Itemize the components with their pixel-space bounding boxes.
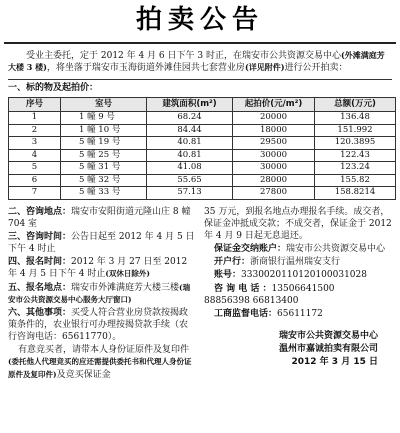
cell-room: 5 幢 32 号 [61, 174, 147, 186]
supervision-phone-label: 工商监督电话： [214, 308, 278, 319]
left-column [8, 206, 196, 382]
cell-total: 155.82 [315, 174, 396, 186]
registration-place [8, 282, 196, 306]
lots-table [8, 97, 396, 199]
bidder-requirements-end: 及竞买保证金 [56, 369, 111, 380]
table-row [9, 162, 396, 174]
registration-place-note: (瑞安市公共资源交易中心服务大厅窗口) [8, 282, 191, 304]
consult-phone [204, 283, 392, 307]
cell-area: 68.24 [147, 112, 233, 124]
account-number-value: 3330020110120100031028 [241, 270, 367, 281]
cell-area: 57.13 [147, 187, 233, 199]
registration-place-label: 五、报名地点： [8, 282, 72, 293]
consult-location-text: 瑞安市安阳街道元隆山庄 8 幢 704 室 [8, 206, 191, 229]
cell-area: 84.44 [147, 124, 233, 136]
other-matters-text: 买受人符合营业房贷款按揭政策条件的，农业银行可办理按揭贷款手续（农行咨询电话：65611770）。 [8, 307, 189, 343]
cell-area: 40.81 [147, 149, 233, 161]
registration-time-label: 四、报名时间： [8, 257, 72, 268]
consult-time-text: 公告日起至 2012 年 4 月 5 日下午 4 时止 [8, 231, 195, 255]
page-title: 拍卖公告 [135, 5, 264, 36]
consult-time [8, 231, 196, 255]
deposit-account-name: 瑞安市公共资源交易中心 [286, 244, 386, 255]
bank-value: 浙商银行温州瑞安支行 [250, 257, 341, 268]
signature-block [204, 330, 392, 368]
table-row [9, 174, 396, 186]
supervision-phone [204, 308, 392, 320]
divider [8, 79, 392, 80]
cell-room: 5 幢 25 号 [61, 149, 147, 161]
table-row [9, 187, 396, 199]
account-number [204, 269, 392, 281]
table-row [9, 149, 396, 161]
title-band [4, 0, 396, 44]
signature-date: 2012 年 3 月 15 日 [291, 357, 378, 368]
section-1-heading: 一、标的物及起拍价： [8, 83, 99, 94]
col-header-price: 起拍价(元/m²) [233, 98, 315, 112]
intro-text-3: 进行公开拍卖： [284, 63, 348, 74]
intro-text-2: ，将坐落于瑞安市玉海街道外滩佳园共七套营业房 [46, 63, 245, 74]
intro-text-1: 受业主委托，定于 2012 年 4 月 6 日下午 3 时正，在瑞安市公共资源交易中心 [26, 51, 341, 61]
bidder-requirements [8, 344, 196, 380]
consult-time-label: 三、咨询时间： [8, 231, 72, 242]
cell-no: 7 [9, 187, 61, 199]
bank-label: 开户行： [214, 257, 251, 268]
signature-org-1: 瑞安市公共资源交易中心 [278, 330, 378, 341]
cell-total: 158.8214 [315, 187, 396, 199]
registration-time [8, 256, 196, 280]
cell-no: 6 [9, 174, 61, 186]
cell-room: 5 幢 19 号 [61, 137, 147, 149]
cell-area: 41.08 [147, 162, 233, 174]
cell-price: 29500 [233, 137, 315, 149]
intro-paragraph [4, 50, 396, 76]
bidder-requirements-text: 有意竞买者，请带本人身份证原件及复印件 [18, 345, 190, 356]
cell-no: 3 [9, 137, 61, 149]
consult-location-label: 二、咨询地点： [8, 206, 72, 217]
cell-no: 5 [9, 162, 61, 174]
registration-place-text: 瑞安市外滩满庭芳大楼三楼 [71, 282, 180, 293]
cell-price: 28000 [233, 174, 315, 186]
cell-no: 4 [9, 149, 61, 161]
cell-room: 5 幢 33 号 [61, 187, 147, 199]
col-header-no: 序号 [9, 98, 61, 112]
table-row [9, 112, 396, 124]
body-columns [4, 200, 396, 382]
col-header-area: 建筑面积(m²) [147, 98, 233, 112]
deposit-account-label: 保证金交纳账户： [214, 244, 287, 255]
deposit-account [204, 243, 392, 255]
table-row [9, 137, 396, 149]
cell-price: 18000 [233, 124, 315, 136]
cell-area: 40.81 [147, 137, 233, 149]
other-matters-label: 六、其他事项： [8, 307, 72, 318]
cell-room: 1 幢 10 号 [61, 124, 147, 136]
account-number-label: 账号： [214, 270, 242, 281]
cell-price: 27800 [233, 187, 315, 199]
table-header-row [9, 98, 396, 112]
consult-location [8, 206, 196, 230]
registration-time-text: 2012 年 3 月 27 日至 2012 年 4 月 5 日下午 4 时止 [8, 257, 188, 280]
cell-total: 136.48 [315, 112, 396, 124]
consult-phone-label: 咨 询 电 话 ： [214, 283, 272, 294]
col-header-room: 室号 [61, 98, 147, 112]
cell-price: 20000 [233, 112, 315, 124]
bank-info [204, 256, 392, 268]
cell-total: 120.3895 [315, 137, 396, 149]
cell-room: 1 幢 9 号 [61, 112, 147, 124]
cell-total: 122.43 [315, 149, 396, 161]
intro-venue-note: (外滩满庭芳大楼 3 楼) [8, 50, 385, 73]
other-matters [8, 307, 196, 343]
col-header-total: 总额(万元) [315, 98, 396, 112]
cell-total: 151.992 [315, 124, 396, 136]
signature-org-2: 温州市嘉诚拍卖有限公司 [278, 344, 378, 355]
consult-phone-value: 13506641500 88856398 66813400 [204, 283, 347, 306]
cell-room: 5 幢 31 号 [61, 162, 147, 174]
cell-no: 2 [9, 124, 61, 136]
cell-total: 123.24 [315, 162, 396, 174]
supervision-phone-value: 65611172 [277, 308, 323, 319]
registration-time-note: (双休日除外) [105, 269, 150, 279]
cell-no: 1 [9, 112, 61, 124]
right-column [204, 206, 392, 382]
cell-price: 30000 [233, 162, 315, 174]
bidder-requirements-note: (委托他人代理竞买的应还需提供委托书和代理人身份证原件及复印件) [8, 357, 192, 379]
deposit-paragraph: 35 万元，到报名地点办理报名手续。成交者，保证金冲抵成交款；不成交者，保证金于 2012 年 4 月 9 日起无息退还。 [204, 206, 392, 241]
cell-price: 30000 [233, 149, 315, 161]
cell-area: 55.65 [147, 174, 233, 186]
table-row [9, 124, 396, 136]
intro-attachment-note: (详见附件) [244, 62, 285, 73]
